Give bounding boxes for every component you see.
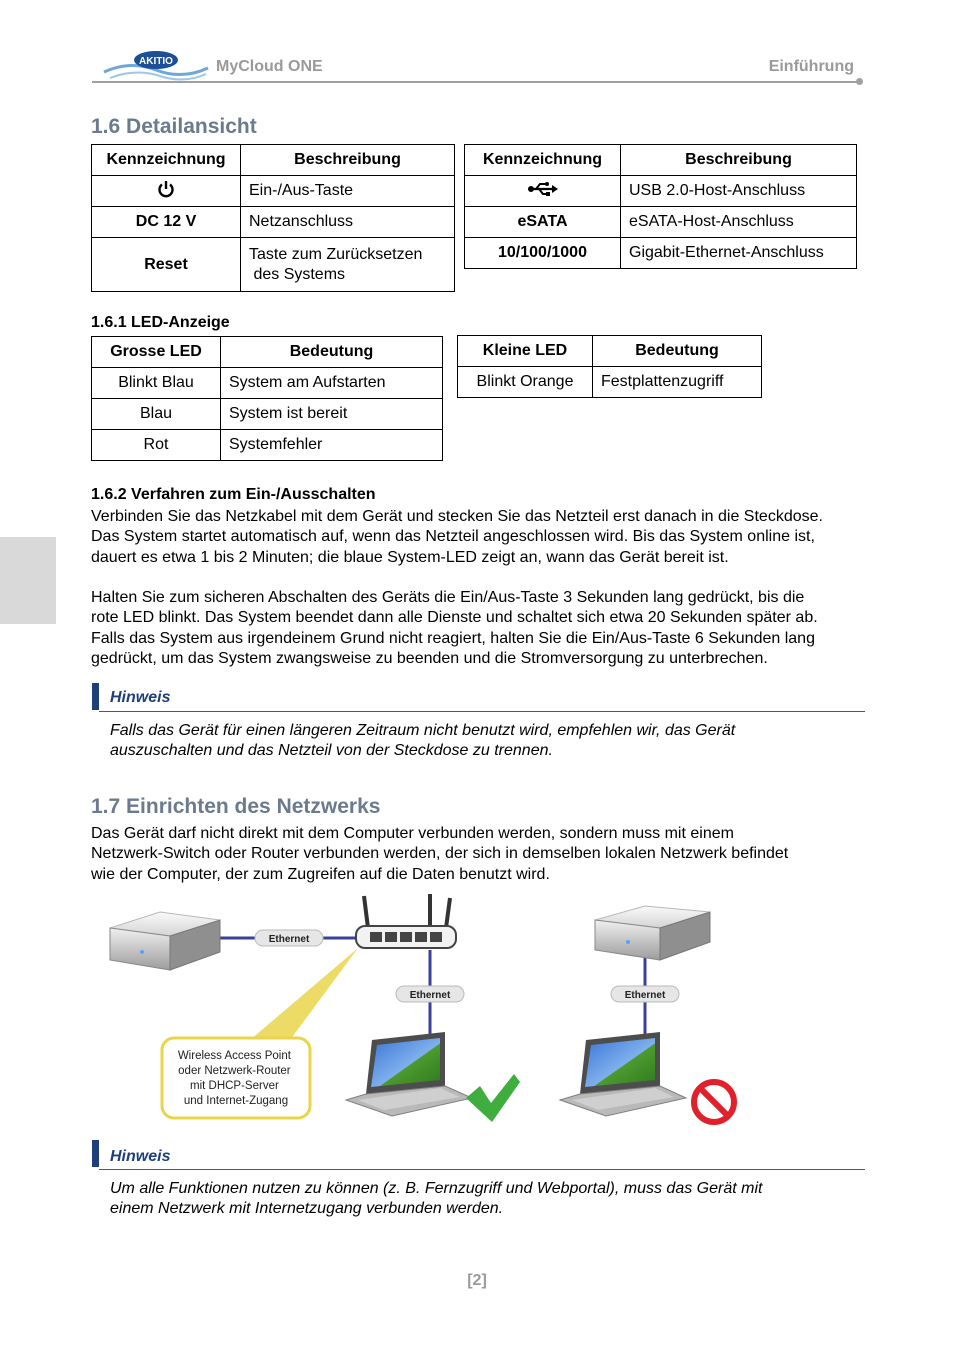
note-title: Hinweis bbox=[110, 1148, 171, 1165]
cell-line: des Systems bbox=[249, 265, 346, 283]
table-cell: Ein-/Aus-Taste bbox=[241, 176, 455, 207]
page-number: [2] bbox=[467, 1272, 487, 1289]
ethernet-label-text: Ethernet bbox=[268, 934, 310, 945]
forbidden-icon bbox=[694, 1082, 734, 1122]
text-line: Netzwerk-Switch oder Router verbunden werden, der sich in demselben lokalen Netzwerk befindet bbox=[91, 845, 789, 863]
col-header: Beschreibung bbox=[621, 145, 857, 176]
text-line: Verbinden Sie das Netzkabel mit dem Gerät und stecken Sie das Netzteil erst danach in die Steckdose. bbox=[91, 508, 823, 525]
paragraph-network bbox=[91, 824, 881, 885]
table-cell: Reset bbox=[92, 238, 241, 292]
table-cell: System ist bereit bbox=[221, 399, 443, 430]
table-row bbox=[92, 176, 455, 207]
table-cell: eSATA bbox=[465, 207, 621, 238]
note-text bbox=[110, 1179, 870, 1220]
text-line: auszuschalten und das Netzteil von der Steckdose zu trennen. bbox=[110, 742, 553, 760]
table-row bbox=[92, 207, 455, 238]
detail-table-left bbox=[91, 144, 455, 292]
table-cell: Systemfehler bbox=[221, 430, 443, 461]
table-row bbox=[465, 176, 857, 207]
header-rule-dot bbox=[856, 78, 863, 85]
table-row bbox=[458, 367, 762, 398]
table-cell: Netzanschluss bbox=[241, 207, 455, 238]
table-cell: Blau bbox=[92, 399, 221, 430]
note-rule bbox=[99, 1169, 865, 1170]
table-cell: Rot bbox=[92, 430, 221, 461]
detail-table-right bbox=[464, 144, 857, 269]
table-row bbox=[92, 430, 443, 461]
network-diagram bbox=[100, 890, 760, 1140]
col-header: Kennzeichnung bbox=[465, 145, 621, 176]
table-row bbox=[92, 238, 455, 292]
table-cell: DC 12 V bbox=[92, 207, 241, 238]
text-line: gedrückt, um das System zwangsweise zu beenden und die Stromversorgung zu unterbrechen. bbox=[91, 650, 768, 668]
text-line: einem Netzwerk mit Internetzugang verbunden werden. bbox=[110, 1200, 504, 1218]
table-row bbox=[92, 368, 443, 399]
note-title: Hinweis bbox=[110, 689, 171, 706]
led-table-big bbox=[91, 336, 443, 461]
col-header: Kennzeichnung bbox=[92, 145, 241, 176]
router-callout bbox=[162, 948, 358, 1118]
table-cell: USB 2.0-Host-Anschluss bbox=[621, 176, 857, 207]
header-chapter: Einführung bbox=[768, 58, 854, 75]
col-header: Kleine LED bbox=[458, 336, 593, 367]
col-header: Grosse LED bbox=[92, 337, 221, 368]
table-row bbox=[465, 238, 857, 269]
laptop-correct bbox=[346, 1032, 472, 1116]
header-rule bbox=[92, 81, 858, 83]
section-title-1-6: 1.6 Detailansicht bbox=[91, 115, 257, 138]
side-tab bbox=[0, 537, 56, 624]
text-line: Halten Sie zum sicheren Abschalten des Geräts die Ein/Aus-Taste 3 Sekunden lang gedrückt, bis die bbox=[91, 589, 805, 606]
col-header: Beschreibung bbox=[241, 145, 455, 176]
logo bbox=[100, 46, 210, 86]
text-line: Falls das Gerät für einen längeren Zeitraum nicht benutzt wird, empfehlen wir, das Gerät bbox=[110, 722, 736, 739]
ethernet-label-text: Ethernet bbox=[409, 990, 451, 1001]
cell-line: Taste zum Zurücksetzen bbox=[249, 245, 423, 263]
table-cell: System am Aufstarten bbox=[221, 368, 443, 399]
ethernet-label bbox=[611, 986, 679, 1002]
header-product: MyCloud ONE bbox=[216, 58, 323, 75]
table-cell: Blinkt Orange bbox=[458, 367, 593, 398]
power-icon bbox=[92, 176, 241, 207]
logo-text: AKITIO bbox=[139, 56, 173, 67]
ethernet-label bbox=[396, 986, 464, 1002]
text-line: dauert es etwa 1 bis 2 Minuten; die blaue System-LED zeigt an, wann das Gerät bereit ist. bbox=[91, 548, 729, 566]
nas-device-right bbox=[595, 906, 710, 960]
col-header: Bedeutung bbox=[221, 337, 443, 368]
router bbox=[356, 894, 456, 948]
text-line: Das Gerät darf nicht direkt mit dem Computer verbunden werden, sondern muss mit einem bbox=[91, 825, 734, 842]
nas-device-left bbox=[110, 912, 220, 970]
note-marker bbox=[92, 1140, 99, 1167]
col-header: Bedeutung bbox=[593, 336, 762, 367]
table-row bbox=[465, 207, 857, 238]
table-cell: 10/100/1000 bbox=[465, 238, 621, 269]
table-cell: Gigabit-Ethernet-Anschluss bbox=[621, 238, 857, 269]
text-line: Um alle Funktionen nutzen zu können (z. B. Fernzugriff und Webportal), muss das Gerät mit bbox=[110, 1180, 763, 1197]
note-text bbox=[110, 721, 870, 762]
paragraph-power-on bbox=[91, 507, 881, 568]
table-cell bbox=[241, 238, 455, 292]
table-cell: eSATA-Host-Anschluss bbox=[621, 207, 857, 238]
table-cell: Festplattenzugriff bbox=[593, 367, 762, 398]
note-rule bbox=[99, 711, 865, 712]
ethernet-label-text: Ethernet bbox=[624, 990, 666, 1001]
section-title-1-7: 1.7 Einrichten des Netzwerks bbox=[91, 795, 381, 818]
callout-line: mit DHCP-Server bbox=[189, 1080, 279, 1092]
laptop-incorrect bbox=[560, 1032, 686, 1116]
paragraph-power-off bbox=[91, 588, 881, 670]
text-line: Das System startet automatisch auf, wenn das Netzteil angeschlossen wird. Bis das System online ist, bbox=[91, 528, 815, 546]
section-title-1-6-2: 1.6.2 Verfahren zum Ein-/Ausschalten bbox=[91, 486, 376, 503]
text-line: wie der Computer, der zum Zugreifen auf die Daten benutzt wird. bbox=[91, 865, 550, 883]
text-line: Falls das System aus irgendeinem Grund nicht reagiert, halten Sie die Ein/Aus-Taste 6 Sekunden lang bbox=[91, 629, 815, 647]
note-marker bbox=[92, 683, 99, 710]
section-title-1-6-1: 1.6.1 LED-Anzeige bbox=[91, 314, 230, 331]
led-table-small bbox=[457, 335, 762, 398]
callout-line: Wireless Access Point bbox=[177, 1050, 291, 1062]
usb-icon bbox=[465, 176, 621, 207]
callout-line: oder Netzwerk-Router bbox=[178, 1065, 291, 1077]
text-line: rote LED blinkt. Das System beendet dann alle Dienste und schaltet sich etwa 20 Sekunden später ab. bbox=[91, 609, 818, 627]
table-row bbox=[92, 399, 443, 430]
callout-line: und Internet-Zugang bbox=[183, 1095, 289, 1107]
check-icon bbox=[466, 1074, 520, 1122]
ethernet-label bbox=[255, 930, 323, 946]
table-cell: Blinkt Blau bbox=[92, 368, 221, 399]
